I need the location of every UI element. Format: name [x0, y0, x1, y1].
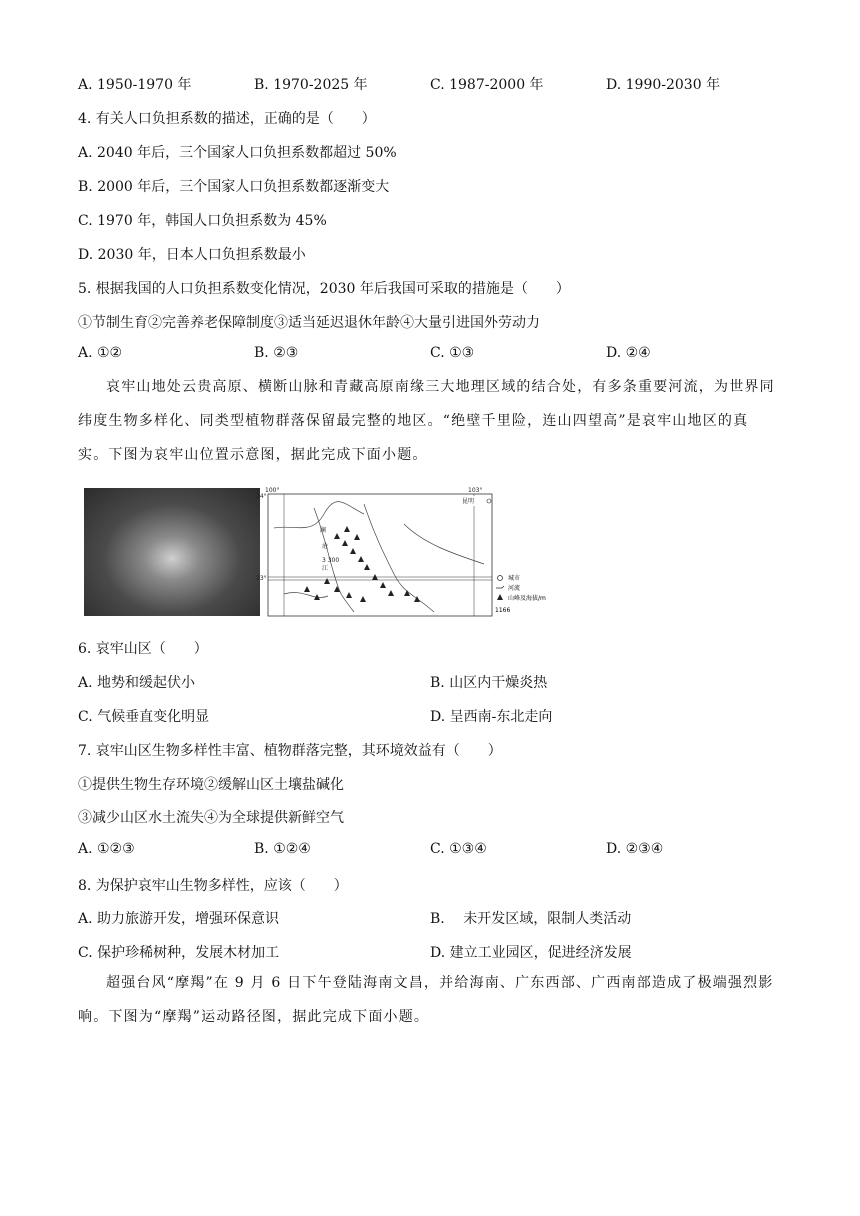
q5-option-c: C. ①③: [430, 345, 475, 361]
legend-river-label: 河流: [508, 585, 521, 592]
q6-option-b: B. 山区内干燥炎热: [430, 675, 548, 691]
q5-stem: 5. 根据我国的人口负担系数变化情况，2030 年后我国可采取的措施是（ ）: [78, 281, 570, 297]
river-label-2: 沧: [322, 543, 329, 550]
q7-statement-1: ①提供生物生存环境②缓解山区土壤盐碱化: [78, 777, 344, 793]
q3-option-d: D. 1990-2030 年: [606, 77, 721, 93]
q7-option-b: B. ①②④: [254, 841, 311, 857]
q4-option-b: B. 2000 年后，三个国家人口负担系数都逐渐变大: [78, 179, 390, 195]
legend-peak-label: 山峰及海拔/m: [508, 595, 546, 602]
q4-option-d: D. 2030 年，日本人口负担系数最小: [78, 247, 306, 263]
q8-option-b: B. 未开发区域，限制人类活动: [430, 911, 632, 927]
q4-option-a: A. 2040 年后，三个国家人口负担系数都超过 50%: [78, 145, 397, 161]
q8-stem: 8. 为保护哀牢山生物多样性，应该（ ）: [78, 878, 348, 894]
q7-option-c: C. ①③④: [430, 841, 487, 857]
lat-top-label: 24°: [256, 493, 267, 500]
ailao-figure: [84, 484, 496, 618]
legend-city-icon: [498, 576, 503, 581]
q5-option-d: D. ②④: [606, 345, 651, 361]
q5-option-b: B. ②③: [254, 345, 299, 361]
peak-label: 3 300: [322, 557, 340, 564]
q3-option-a: A. 1950-1970 年: [78, 77, 192, 93]
passage-ailao-mountain: 哀牢山地处云贵高原、横断山脉和青藏高原南缘三大地理区域的结合处，有多条重要河流，为世界同纬度生物多样化、同类型植物群落保留最完整的地区。“绝壁千里险，连山四望高”是哀牢山地区的真实。下图为哀牢山位置示意图，据此完成下面小题。: [78, 379, 775, 463]
q8-option-c: C. 保护珍稀树种，发展木材加工: [78, 945, 280, 961]
q4-stem: 4. 有关人口负担系数的描述，正确的是（ ）: [78, 111, 376, 127]
q6-option-a: A. 地势和缓起伏小: [78, 675, 196, 691]
q6-option-c: C. 气候垂直变化明显: [78, 709, 210, 725]
map-legend: [494, 570, 564, 620]
lat-bottom-label: 23°: [256, 575, 267, 582]
legend-peak-value: 1166: [495, 607, 511, 614]
q6-option-d: D. 呈西南-东北走向: [430, 709, 553, 725]
q3-option-b: B. 1970-2025 年: [254, 77, 368, 93]
legend-river-icon: [496, 586, 504, 588]
legend-peak-icon: [497, 594, 503, 600]
river-label-1: 澜: [320, 527, 327, 534]
q3-option-c: C. 1987-2000 年: [430, 77, 544, 93]
q8-option-a: A. 助力旅游开发，增强环保意识: [78, 911, 280, 927]
mountain-photo: [84, 488, 260, 616]
lon-right-label: 103°: [468, 487, 483, 494]
q5-statement: ①节制生育②完善养老保障制度③适当延迟退休年龄④大量引进国外劳动力: [78, 315, 540, 331]
q5-option-a: A. ①②: [78, 345, 123, 361]
q7-stem: 7. 哀牢山区生物多样性丰富、植物群落完整，其环境效益有（ ）: [78, 743, 502, 759]
river-label-3: 江: [322, 565, 329, 572]
lon-left-label: 100°: [265, 487, 280, 494]
legend-city-label: 城市: [508, 575, 521, 582]
q4-option-c: C. 1970 年，韩国人口负担系数为 45%: [78, 213, 327, 229]
q6-stem: 6. 哀牢山区（ ）: [78, 641, 208, 657]
location-map: [256, 484, 496, 618]
city-label: 昆明: [462, 498, 475, 505]
q7-option-d: D. ②③④: [606, 841, 664, 857]
passage-typhoon: 超强台风“摩羯”在 9 月 6 日下午登陆海南文昌，并给海南、广东西部、广西南部造成了极端强烈影响。下图为“摩羯”运动路径图，据此完成下面小题。: [78, 975, 774, 1025]
q7-option-a: A. ①②③: [78, 841, 135, 857]
q7-statement-2: ③减少山区水土流失④为全球提供新鲜空气: [78, 810, 344, 826]
q8-option-d: D. 建立工业园区，促进经济发展: [430, 945, 632, 961]
